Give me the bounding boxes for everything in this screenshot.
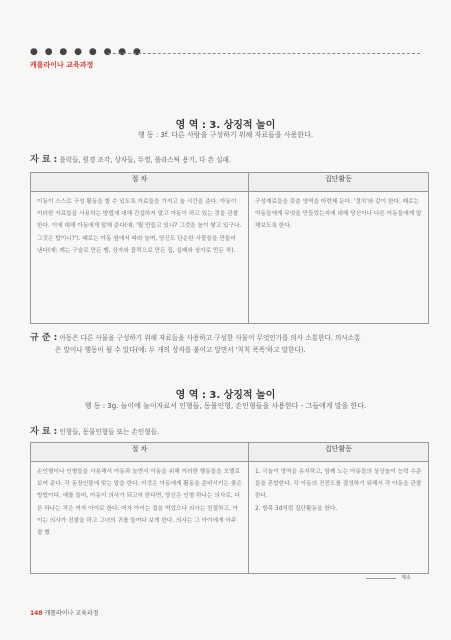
- section2-materials: [30, 424, 159, 437]
- section1-goal: 행 동 : 3f. 다른 사람을 구성하기 위해 자료들을 사용한다.: [137, 131, 314, 139]
- header-divider: [108, 53, 420, 54]
- section2-procedure-header: 절 차: [31, 443, 249, 462]
- page-footer: [30, 608, 99, 617]
- section1-rule-label: 규 준 :: [30, 333, 58, 343]
- section1-materials-label: 자 료 :: [30, 155, 58, 165]
- section2-group-text: 1. 극놀이 영역을 유지하고, 함께 노는 아동들의 상상놀이 능력 수준들을 혼합한다. 각 아동의 진전도를 결정하기 위해서 각 아동을 관찰한다. 2. 항목 3d처럼 집단활동을 한다.: [249, 462, 429, 574]
- section1-title: 영 역 : 3. 상징적 놀이: [175, 120, 276, 131]
- continued-rule: [366, 578, 396, 579]
- section2-goal: 행 동 : 3g. 놀이에 놀이자료서 인형들, 동물인형, 손인형들을 사용한다 - 그들에게 말을 한다.: [84, 402, 367, 410]
- section1-group-text: 구성재료들을 갖춘 영역을 마련해 둔다. '결치'와 같이 한다. 때로는 아동들에게 무엇을 만들었는지에 대해 당신이나 다른 아동들에게 말해보도록 한다.: [249, 192, 429, 324]
- header-subtitle: 캐롤라이나 교육과정: [30, 61, 94, 69]
- section1-rule-line1: 아동은 다른 사물을 구성하기 위해 자료들을 사용하고 구성한 사물이 무엇인가를 의사 소통한다. 의사소통: [59, 334, 361, 342]
- section2-procedure-text: 손인형이나 인형들을 사용해서 아동과 놀면서 아동을 위해 이러한 행동들을 모델로 보여 준다. 각 동장인물에 맞는 말을 한다. 이것은 아동에게 활동을 준비시키는 좋은 방법이다. 예를 들어, 아동이 의사가 되고자 한다면, 당신은 인형 하나는 의사로, 다른 하나는 작은 여자 아이로 한다. 여자 아이는 집을 먹었으나 의사는 친절하고, 아이는 의사가 진찰을 하고 그녀의 귀를 들여다 보게 한다. 의사는 그 아이에게 아주 잘 했: [31, 462, 249, 574]
- section2-title: 영 역 : 3. 상징적 놀이: [175, 390, 276, 401]
- section1-procedure-header: 절 차: [31, 173, 249, 192]
- section1-rule: [30, 332, 422, 356]
- section2-activity-table: [30, 442, 429, 574]
- header-dots: ● ● ● ● ● ● ● ●: [30, 47, 143, 57]
- section2-materials-text: 인형들, 동물인형들 또는 손인형들.: [59, 428, 160, 436]
- section1-materials-text: 블럭들, 원경 조각, 상자들, 두껑, 플라스틱 용기, 다 쓴 실패.: [59, 156, 231, 164]
- section2-materials-label: 자 료 :: [30, 427, 58, 437]
- section1-group-header: 집단활동: [249, 173, 429, 192]
- section1-activity-table: [30, 172, 429, 324]
- section1-procedure-text: 이동이 스스로 구성 활동을 할 수 있도록 자료들을 가지고 놀 시간을 준다. 아동이 이러한 자료들을 사용하는 방법에 대해 간섭하지 말고 아동이 하고 있는 것을 관찰한다. 이에 대해 아동에게 말해 준다(예: '뭘 만들고 있니? 그것을 높이 쌓고 있구나. 그것은 탑이니?'). 때로는 아동 옆에서 따라 놀며, 당신도 단순한 사물들을 만들어 낸다(예: 캐는 구슬로 만든 뱀, 상자와 블럭으로 만든 집, 실패와 상자로 만든 차).: [31, 192, 249, 324]
- page-footer-title: 캐롤라이나 교육과정: [44, 610, 99, 617]
- section2-group-header: 집단활동: [249, 443, 429, 462]
- page-number: 148: [30, 610, 43, 617]
- section1-rule-line2: 은 말이나 행동이 될 수 있다(예: 두 개의 상자를 붙이고 앞면서 '칙칙 폭폭'하고 말한다).: [55, 346, 306, 354]
- continued-label: 계속: [401, 575, 411, 581]
- section1-materials: [30, 152, 231, 165]
